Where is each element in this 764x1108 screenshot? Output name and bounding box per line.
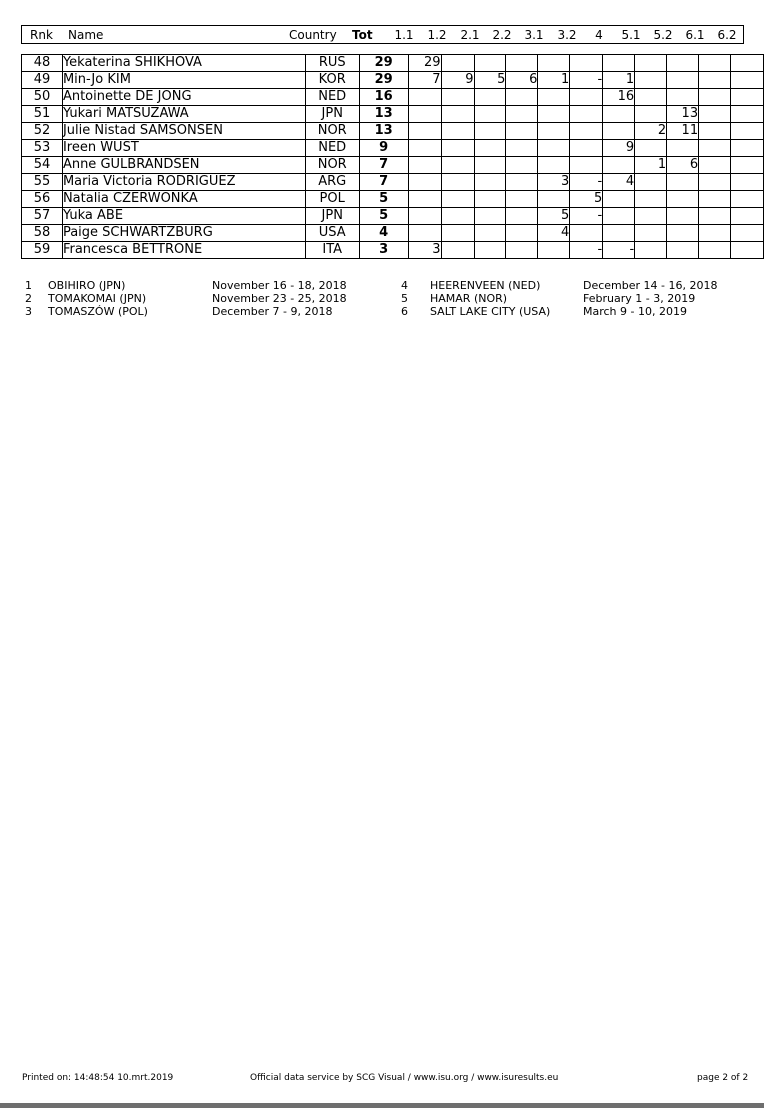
rank-cell: 54 <box>22 157 63 174</box>
race-points-cell <box>699 191 731 208</box>
rank-cell: 53 <box>22 140 63 157</box>
race-points-cell: 2 <box>635 123 667 140</box>
venue-number: 3 <box>25 305 32 318</box>
skater-name-cell: Julie Nistad SAMSONSEN <box>62 123 305 140</box>
total-points-cell: 4 <box>359 225 408 242</box>
race-points-cell <box>667 225 699 242</box>
race-points-cell <box>731 106 764 123</box>
header-rnk: Rnk <box>30 28 53 42</box>
race-points-cell <box>699 89 731 106</box>
race-points-cell <box>635 89 667 106</box>
rank-cell: 55 <box>22 174 63 191</box>
race-points-cell <box>731 157 764 174</box>
total-points-cell: 29 <box>359 72 408 89</box>
venue-place: OBIHIRO (JPN) <box>48 279 126 292</box>
race-points-cell: 9 <box>603 140 635 157</box>
race-points-cell: 1 <box>603 72 635 89</box>
total-points-cell: 16 <box>359 89 408 106</box>
race-points-cell <box>474 140 506 157</box>
total-points-cell: 9 <box>359 140 408 157</box>
race-points-cell <box>635 191 667 208</box>
header-race: 4 <box>595 28 603 42</box>
race-points-cell <box>699 174 731 191</box>
skater-name-cell: Ireen WÜST <box>62 140 305 157</box>
venue-place: HAMAR (NOR) <box>430 292 508 305</box>
venue-place: HEERENVEEN (NED) <box>430 279 541 292</box>
race-points-cell <box>667 174 699 191</box>
race-points-cell <box>635 208 667 225</box>
table-header <box>21 25 744 44</box>
race-points-cell <box>731 72 764 89</box>
total-points-cell: 13 <box>359 106 408 123</box>
header-race: 3.1 <box>524 28 544 42</box>
table-row <box>22 157 764 174</box>
rank-cell: 50 <box>22 89 63 106</box>
skater-name-cell: Min-Jo KIM <box>62 72 305 89</box>
race-points-cell: 1 <box>635 157 667 174</box>
race-points-cell <box>441 123 474 140</box>
table-row <box>22 140 764 157</box>
race-points-cell <box>408 157 441 174</box>
page-number: page 2 of 2 <box>697 1073 749 1083</box>
country-cell: JPN <box>305 106 359 123</box>
printed-timestamp: Printed on: 14:48:54 10.mrt.2019 <box>22 1073 174 1083</box>
race-points-cell <box>570 106 603 123</box>
skater-name-cell: Antoinette DE JONG <box>62 89 305 106</box>
country-cell: JPN <box>305 208 359 225</box>
race-points-cell <box>538 106 570 123</box>
race-points-cell <box>474 174 506 191</box>
header-race: 2.1 <box>460 28 480 42</box>
venue-number: 4 <box>401 279 408 292</box>
race-points-cell <box>474 55 506 72</box>
race-points-cell <box>506 140 538 157</box>
skater-name-cell: Natalia CZERWONKA <box>62 191 305 208</box>
skater-name-cell: Maria Victoria RODRIGUEZ <box>62 174 305 191</box>
skater-name-cell: Anne GULBRANDSEN <box>62 157 305 174</box>
venue-dates: November 23 - 25, 2018 <box>212 292 347 305</box>
race-points-cell <box>506 208 538 225</box>
race-points-cell <box>731 242 764 259</box>
race-points-cell <box>441 89 474 106</box>
header-race: 5.1 <box>621 28 641 42</box>
rank-cell: 49 <box>22 72 63 89</box>
country-cell: USA <box>305 225 359 242</box>
header-race: 5.2 <box>653 28 673 42</box>
race-points-cell: 5 <box>474 72 506 89</box>
race-points-cell: 11 <box>667 123 699 140</box>
race-points-cell <box>506 55 538 72</box>
table-row <box>22 89 764 106</box>
race-points-cell <box>506 225 538 242</box>
rank-cell: 51 <box>22 106 63 123</box>
data-service-credit: Official data service by SCG Visual / www.isu.org / www.isuresults.eu <box>250 1073 559 1083</box>
race-points-cell <box>538 191 570 208</box>
header-race: 6.2 <box>717 28 737 42</box>
race-points-cell: 3 <box>408 242 441 259</box>
venue-number: 6 <box>401 305 408 318</box>
race-points-cell <box>603 106 635 123</box>
race-points-cell <box>474 208 506 225</box>
race-points-cell <box>506 242 538 259</box>
race-points-cell <box>506 174 538 191</box>
race-points-cell: 9 <box>441 72 474 89</box>
race-points-cell <box>474 191 506 208</box>
race-points-cell <box>538 89 570 106</box>
race-points-cell <box>538 157 570 174</box>
race-points-cell <box>538 242 570 259</box>
race-points-cell: 7 <box>408 72 441 89</box>
table-row <box>22 242 764 259</box>
race-points-cell <box>731 123 764 140</box>
table-row <box>22 55 764 72</box>
race-points-cell <box>506 106 538 123</box>
race-points-cell <box>635 174 667 191</box>
race-points-cell: 3 <box>538 174 570 191</box>
total-points-cell: 13 <box>359 123 408 140</box>
race-points-cell: - <box>570 242 603 259</box>
race-points-cell: - <box>570 174 603 191</box>
race-points-cell <box>570 225 603 242</box>
table-row <box>22 191 764 208</box>
race-points-cell <box>408 208 441 225</box>
race-points-cell <box>603 123 635 140</box>
header-race: 3.2 <box>557 28 577 42</box>
race-points-cell <box>570 55 603 72</box>
venue-place: TOMASZÓW (POL) <box>48 305 148 318</box>
race-points-cell <box>635 225 667 242</box>
race-points-cell <box>441 191 474 208</box>
country-cell: POL <box>305 191 359 208</box>
results-rows <box>22 55 764 259</box>
race-points-cell: 5 <box>538 208 570 225</box>
race-points-cell <box>699 72 731 89</box>
venue-place: SALT LAKE CITY (USA) <box>430 305 551 318</box>
rank-cell: 58 <box>22 225 63 242</box>
race-points-cell <box>474 225 506 242</box>
venue-dates: February 1 - 3, 2019 <box>583 292 696 305</box>
race-points-cell <box>731 89 764 106</box>
race-points-cell <box>441 140 474 157</box>
venue-dates: March 9 - 10, 2019 <box>583 305 687 318</box>
skater-name-cell: Yukari MATSUZAWA <box>62 106 305 123</box>
race-points-cell <box>699 123 731 140</box>
table-row <box>22 72 764 89</box>
skater-name-cell: Yekaterina SHIKHOVA <box>62 55 305 72</box>
total-points-cell: 5 <box>359 191 408 208</box>
country-cell: NED <box>305 89 359 106</box>
rank-cell: 57 <box>22 208 63 225</box>
race-points-cell <box>570 157 603 174</box>
race-points-cell <box>441 174 474 191</box>
race-points-cell: 13 <box>667 106 699 123</box>
rank-cell: 48 <box>22 55 63 72</box>
header-tot: Tot <box>352 28 373 42</box>
race-points-cell <box>441 208 474 225</box>
race-points-cell <box>441 157 474 174</box>
rank-cell: 52 <box>22 123 63 140</box>
skater-name-cell: Francesca BETTRONE <box>62 242 305 259</box>
race-points-cell <box>667 72 699 89</box>
race-points-cell: - <box>570 72 603 89</box>
race-points-cell <box>603 225 635 242</box>
race-points-cell <box>570 123 603 140</box>
venue-dates: December 14 - 16, 2018 <box>583 279 718 292</box>
race-points-cell <box>699 106 731 123</box>
race-points-cell <box>474 89 506 106</box>
header-race: 6.1 <box>685 28 705 42</box>
race-points-cell <box>635 242 667 259</box>
race-points-cell <box>699 242 731 259</box>
race-points-cell <box>731 55 764 72</box>
header-race: 2.2 <box>492 28 512 42</box>
race-points-cell: 6 <box>506 72 538 89</box>
race-points-cell <box>506 123 538 140</box>
race-points-cell <box>603 157 635 174</box>
race-points-cell <box>538 123 570 140</box>
race-points-cell <box>538 140 570 157</box>
race-points-cell <box>635 106 667 123</box>
race-points-cell <box>699 208 731 225</box>
skater-name-cell: Paige SCHWARTZBURG <box>62 225 305 242</box>
race-points-cell: 16 <box>603 89 635 106</box>
venue-number: 5 <box>401 292 408 305</box>
race-points-cell: 29 <box>408 55 441 72</box>
race-points-cell <box>731 191 764 208</box>
venue-number: 1 <box>25 279 32 292</box>
race-points-cell <box>441 225 474 242</box>
race-points-cell <box>408 123 441 140</box>
table-row <box>22 208 764 225</box>
race-points-cell <box>538 55 570 72</box>
race-points-cell <box>441 106 474 123</box>
race-points-cell <box>667 191 699 208</box>
header-name: Name <box>68 28 104 42</box>
country-cell: KOR <box>305 72 359 89</box>
race-points-cell <box>506 157 538 174</box>
race-points-cell <box>408 89 441 106</box>
race-points-cell <box>603 55 635 72</box>
race-points-cell <box>667 140 699 157</box>
rank-cell: 59 <box>22 242 63 259</box>
race-points-cell <box>408 191 441 208</box>
race-points-cell <box>603 208 635 225</box>
header-race: 1.1 <box>394 28 414 42</box>
race-points-cell <box>731 140 764 157</box>
race-points-cell: 6 <box>667 157 699 174</box>
country-cell: ITA <box>305 242 359 259</box>
race-points-cell <box>731 174 764 191</box>
venue-number: 2 <box>25 292 32 305</box>
race-points-cell <box>699 225 731 242</box>
race-points-cell <box>570 89 603 106</box>
table-row <box>22 225 764 242</box>
header-country: Country <box>289 28 337 42</box>
country-cell: NOR <box>305 157 359 174</box>
race-points-cell: 1 <box>538 72 570 89</box>
race-points-cell <box>408 225 441 242</box>
table-row <box>22 174 764 191</box>
race-points-cell <box>506 191 538 208</box>
table-row <box>22 123 764 140</box>
bottom-border <box>0 1103 764 1108</box>
race-points-cell <box>699 55 731 72</box>
race-points-cell <box>474 106 506 123</box>
country-cell: NED <box>305 140 359 157</box>
race-points-cell <box>731 208 764 225</box>
country-cell: NOR <box>305 123 359 140</box>
venue-dates: December 7 - 9, 2018 <box>212 305 333 318</box>
race-points-cell <box>667 208 699 225</box>
race-points-cell: - <box>603 242 635 259</box>
total-points-cell: 5 <box>359 208 408 225</box>
total-points-cell: 7 <box>359 157 408 174</box>
header-race: 1.2 <box>427 28 447 42</box>
race-points-cell <box>731 225 764 242</box>
race-points-cell: - <box>570 208 603 225</box>
race-points-cell <box>570 140 603 157</box>
venue-dates: November 16 - 18, 2018 <box>212 279 347 292</box>
race-points-cell <box>441 242 474 259</box>
table-row <box>22 106 764 123</box>
race-points-cell <box>474 123 506 140</box>
race-points-cell <box>699 157 731 174</box>
total-points-cell: 3 <box>359 242 408 259</box>
race-points-cell <box>474 157 506 174</box>
race-points-cell <box>635 55 667 72</box>
race-points-cell <box>408 174 441 191</box>
race-points-cell: 4 <box>538 225 570 242</box>
race-points-cell <box>441 55 474 72</box>
skater-name-cell: Yuka ABE <box>62 208 305 225</box>
race-points-cell <box>506 89 538 106</box>
results-table <box>21 54 764 259</box>
race-points-cell <box>699 140 731 157</box>
race-points-cell <box>667 89 699 106</box>
country-cell: ARG <box>305 174 359 191</box>
race-points-cell <box>667 55 699 72</box>
race-points-cell <box>667 242 699 259</box>
race-points-cell: 4 <box>603 174 635 191</box>
race-points-cell <box>408 106 441 123</box>
race-points-cell <box>635 140 667 157</box>
race-points-cell: 5 <box>570 191 603 208</box>
total-points-cell: 29 <box>359 55 408 72</box>
race-points-cell <box>635 72 667 89</box>
race-points-cell <box>603 191 635 208</box>
race-points-cell <box>408 140 441 157</box>
rank-cell: 56 <box>22 191 63 208</box>
venue-place: TOMAKOMAI (JPN) <box>48 292 147 305</box>
country-cell: RUS <box>305 55 359 72</box>
total-points-cell: 7 <box>359 174 408 191</box>
race-points-cell <box>474 242 506 259</box>
